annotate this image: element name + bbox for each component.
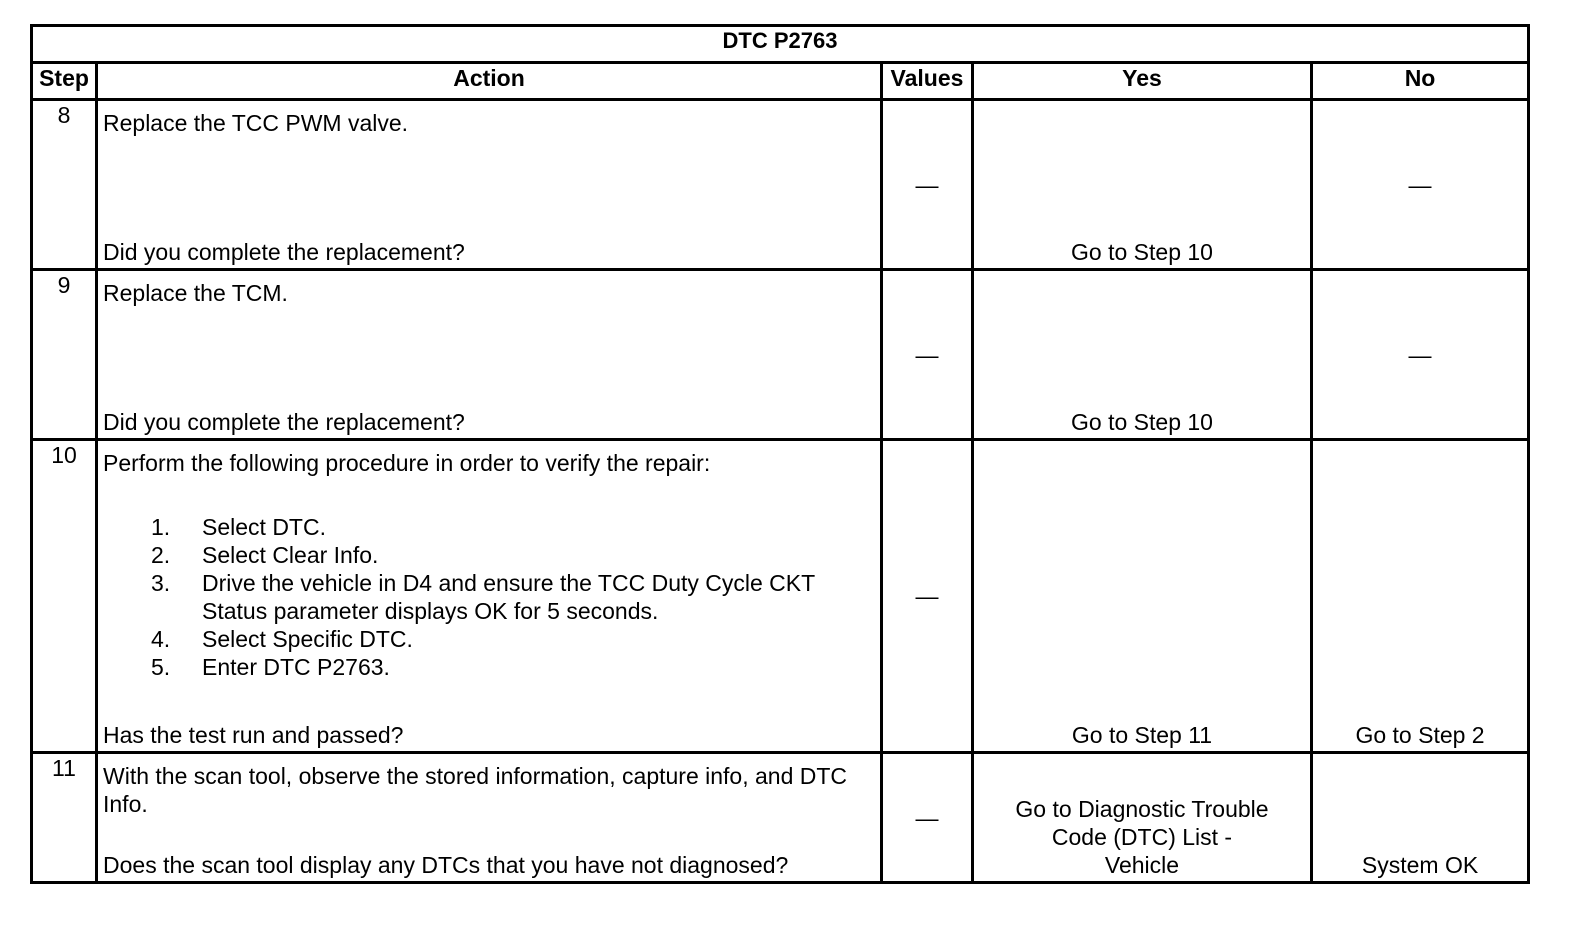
list-item — [103, 541, 872, 569]
action-question: Did you complete the replacement? — [103, 239, 465, 265]
no-cell — [1312, 440, 1529, 753]
no-cell — [1312, 100, 1529, 270]
yes-result: Go to Diagnostic Trouble Code (DTC) List - Vehicle — [1015, 796, 1269, 878]
values-dash: — — [915, 804, 939, 831]
values-cell — [882, 753, 973, 883]
yes-result: Go to Step 11 — [1071, 722, 1213, 748]
list-item — [103, 625, 872, 653]
values-cell — [882, 100, 973, 270]
list-number: 1. — [151, 514, 171, 540]
list-text: Select DTC. — [202, 514, 326, 540]
step-number: 11 — [32, 753, 97, 883]
no-cell — [1312, 753, 1529, 883]
step-number: 9 — [32, 270, 97, 440]
title-row — [32, 26, 1529, 63]
action-instruction: Replace the TCM. — [103, 280, 288, 306]
table-row — [32, 440, 1529, 753]
header-no: No — [1312, 63, 1529, 100]
action-cell — [97, 100, 882, 270]
yes-cell — [973, 753, 1312, 883]
action-cell — [97, 440, 882, 753]
list-item — [103, 569, 872, 625]
yes-cell — [973, 270, 1312, 440]
list-number: 4. — [151, 626, 171, 652]
no-result: — — [1408, 341, 1432, 368]
yes-cell — [973, 440, 1312, 753]
list-text: Select Specific DTC. — [202, 626, 413, 652]
values-cell — [882, 440, 973, 753]
dtc-table — [30, 24, 1530, 884]
values-dash: — — [915, 171, 939, 198]
list-text: Drive the vehicle in D4 and ensure the TCC Duty Cycle CKT Status parameter displays OK for 5 seconds. — [202, 570, 815, 624]
no-result: — — [1408, 171, 1432, 198]
no-cell — [1312, 270, 1529, 440]
no-result: System OK — [1361, 852, 1479, 878]
action-question: Does the scan tool display any DTCs that you have not diagnosed? — [103, 852, 789, 878]
table-row — [32, 753, 1529, 883]
action-instruction: Replace the TCC PWM valve. — [103, 110, 409, 136]
header-values: Values — [882, 63, 973, 100]
table-title: DTC P2763 — [32, 26, 1529, 63]
table-row — [32, 270, 1529, 440]
yes-cell — [973, 100, 1312, 270]
action-cell — [97, 753, 882, 883]
action-instruction: With the scan tool, observe the stored information, capture info, and DTC Info. — [103, 763, 848, 817]
action-instruction: Perform the following procedure in order to verify the repair: — [103, 450, 711, 476]
no-result: Go to Step 2 — [1355, 722, 1485, 748]
yes-result: Go to Step 10 — [1071, 409, 1213, 435]
list-number: 3. — [151, 570, 171, 596]
values-dash: — — [915, 341, 939, 368]
values-cell — [882, 270, 973, 440]
header-yes: Yes — [973, 63, 1312, 100]
action-question: Has the test run and passed? — [103, 722, 404, 748]
header-row — [32, 63, 1529, 100]
header-step: Step — [32, 63, 97, 100]
procedure-list — [103, 513, 872, 681]
list-number: 2. — [151, 542, 171, 568]
step-number: 8 — [32, 100, 97, 270]
list-item — [103, 513, 872, 541]
list-item — [103, 653, 872, 681]
values-dash: — — [915, 583, 939, 609]
list-text: Select Clear Info. — [202, 542, 379, 568]
action-cell — [97, 270, 882, 440]
step-number: 10 — [32, 440, 97, 753]
yes-result: Go to Step 10 — [1071, 239, 1213, 265]
table-row — [32, 100, 1529, 270]
list-text: Enter DTC P2763. — [202, 654, 390, 680]
header-action: Action — [97, 63, 882, 100]
list-number: 5. — [151, 654, 171, 680]
action-question: Did you complete the replacement? — [103, 409, 465, 435]
